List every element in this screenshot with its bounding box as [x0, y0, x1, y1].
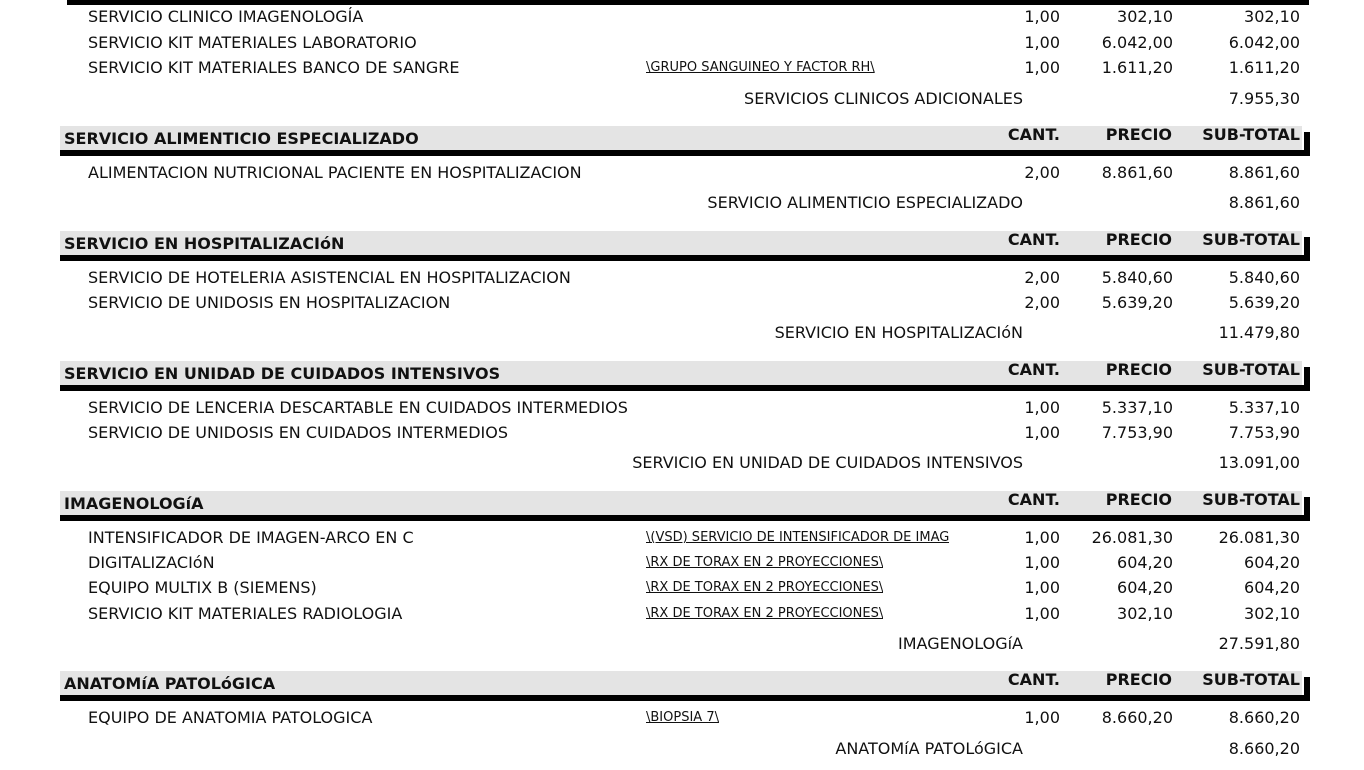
row-description: SERVICIO KIT MATERIALES RADIOLOGIA — [88, 604, 403, 623]
row-subtotal: 302,10 — [1244, 7, 1300, 26]
row-description: SERVICIO DE LENCERIA DESCARTABLE EN CUIDADOS INTERMEDIOS — [88, 398, 628, 417]
row-price: 8.660,20 — [1101, 708, 1173, 727]
row-price: 302,10 — [1117, 604, 1173, 623]
column-subtotal: SUB-TOTAL — [1202, 490, 1300, 509]
row-description: EQUIPO DE ANATOMIA PATOLOGICA — [88, 708, 373, 727]
table-row — [0, 576, 1364, 602]
row-description: SERVICIO KIT MATERIALES BANCO DE SANGRE — [88, 58, 460, 77]
column-subtotal: SUB-TOTAL — [1202, 125, 1300, 144]
row-reference-link[interactable]: \BIOPSIA 7\ — [646, 710, 719, 725]
row-description: SERVICIO DE UNIDOSIS EN CUIDADOS INTERMEDIOS — [88, 423, 508, 442]
section-total-label: SERVICIO EN UNIDAD DE CUIDADOS INTENSIVOS — [632, 453, 1023, 472]
section-total-row — [0, 451, 1364, 477]
section-header — [60, 361, 1310, 395]
section-total-label: SERVICIO ALIMENTICIO ESPECIALIZADO — [707, 193, 1023, 212]
section-total-row — [0, 737, 1364, 763]
section-total-value: 11.479,80 — [1218, 323, 1300, 342]
row-subtotal: 8.861,60 — [1228, 163, 1300, 182]
section-total-label: SERVICIO EN HOSPITALIZACIóN — [774, 323, 1023, 342]
table-row — [0, 421, 1364, 447]
row-qty: 2,00 — [1024, 268, 1060, 287]
row-description: SERVICIO KIT MATERIALES LABORATORIO — [88, 33, 417, 52]
section-title: SERVICIO ALIMENTICIO ESPECIALIZADO — [64, 129, 419, 148]
row-reference-link[interactable]: \GRUPO SANGUINEO Y FACTOR RH\ — [646, 60, 875, 75]
row-description: SERVICIO DE HOTELERIA ASISTENCIAL EN HOSPITALIZACION — [88, 268, 571, 287]
row-description: EQUIPO MULTIX B (SIEMENS) — [88, 578, 317, 597]
table-row — [0, 706, 1364, 732]
table-row — [0, 551, 1364, 577]
row-subtotal: 7.753,90 — [1228, 423, 1300, 442]
row-price: 8.861,60 — [1101, 163, 1173, 182]
section-total-label: ANATOMíA PATOLóGICA — [835, 739, 1023, 758]
section-total-value: 13.091,00 — [1218, 453, 1300, 472]
row-subtotal: 604,20 — [1244, 578, 1300, 597]
row-subtotal: 5.840,60 — [1228, 268, 1300, 287]
row-qty: 1,00 — [1024, 58, 1060, 77]
section-title: SERVICIO EN UNIDAD DE CUIDADOS INTENSIVOS — [64, 364, 501, 383]
row-price: 5.639,20 — [1101, 293, 1173, 312]
section-total-label: SERVICIOS CLINICOS ADICIONALES — [744, 89, 1023, 108]
table-row — [0, 396, 1364, 422]
section-header — [60, 671, 1310, 705]
row-subtotal: 5.337,10 — [1228, 398, 1300, 417]
row-subtotal: 604,20 — [1244, 553, 1300, 572]
column-cant: CANT. — [1007, 670, 1060, 689]
table-row — [0, 161, 1364, 187]
row-subtotal: 26.081,30 — [1218, 528, 1300, 547]
section-header — [60, 231, 1310, 265]
column-precio: PRECIO — [1105, 125, 1172, 144]
row-qty: 2,00 — [1024, 163, 1060, 182]
column-subtotal: SUB-TOTAL — [1202, 230, 1300, 249]
row-price: 7.753,90 — [1101, 423, 1173, 442]
section-title: ANATOMíA PATOLóGICA — [64, 674, 276, 693]
column-cant: CANT. — [1007, 230, 1060, 249]
section-title: SERVICIO EN HOSPITALIZACIóN — [64, 234, 345, 253]
row-price: 26.081,30 — [1091, 528, 1173, 547]
row-subtotal: 5.639,20 — [1228, 293, 1300, 312]
row-reference-link[interactable]: \RX DE TORAX EN 2 PROYECCIONES\ — [646, 606, 884, 621]
column-precio: PRECIO — [1105, 490, 1172, 509]
table-row — [0, 5, 1364, 31]
row-reference-link[interactable]: \(VSD) SERVICIO DE INTENSIFICADOR DE IMAG — [646, 530, 950, 545]
table-row — [0, 526, 1364, 552]
section-total-row — [0, 87, 1364, 113]
section-total-value: 8.660,20 — [1228, 739, 1300, 758]
table-row — [0, 56, 1364, 82]
section-total-value: 8.861,60 — [1228, 193, 1300, 212]
row-reference-link[interactable]: \RX DE TORAX EN 2 PROYECCIONES\ — [646, 555, 884, 570]
row-price: 6.042,00 — [1101, 33, 1173, 52]
row-price: 5.337,10 — [1101, 398, 1173, 417]
row-subtotal: 302,10 — [1244, 604, 1300, 623]
row-description: ALIMENTACION NUTRICIONAL PACIENTE EN HOSPITALIZACION — [88, 163, 582, 182]
row-qty: 1,00 — [1024, 423, 1060, 442]
column-cant: CANT. — [1007, 360, 1060, 379]
column-precio: PRECIO — [1105, 360, 1172, 379]
row-price: 604,20 — [1117, 553, 1173, 572]
table-row — [0, 291, 1364, 317]
row-description: INTENSIFICADOR DE IMAGEN-ARCO EN C — [88, 528, 414, 547]
row-description: SERVICIO DE UNIDOSIS EN HOSPITALIZACION — [88, 293, 451, 312]
row-qty: 1,00 — [1024, 604, 1060, 623]
row-qty: 1,00 — [1024, 553, 1060, 572]
section-title: IMAGENOLOGíA — [64, 494, 204, 513]
row-price: 604,20 — [1117, 578, 1173, 597]
row-qty: 1,00 — [1024, 398, 1060, 417]
row-qty: 2,00 — [1024, 293, 1060, 312]
row-qty: 1,00 — [1024, 528, 1060, 547]
row-qty: 1,00 — [1024, 708, 1060, 727]
column-cant: CANT. — [1007, 125, 1060, 144]
row-reference-link[interactable]: \RX DE TORAX EN 2 PROYECCIONES\ — [646, 580, 884, 595]
column-subtotal: SUB-TOTAL — [1202, 360, 1300, 379]
row-subtotal: 1.611,20 — [1228, 58, 1300, 77]
row-qty: 1,00 — [1024, 7, 1060, 26]
row-description: DIGITALIZACIóN — [88, 553, 215, 572]
table-row — [0, 31, 1364, 57]
section-total-row — [0, 191, 1364, 217]
column-precio: PRECIO — [1105, 230, 1172, 249]
row-description: SERVICIO CLINICO IMAGENOLOGÍA — [88, 7, 364, 26]
section-header — [60, 491, 1310, 525]
section-total-label: IMAGENOLOGíA — [898, 634, 1023, 653]
column-precio: PRECIO — [1105, 670, 1172, 689]
column-cant: CANT. — [1007, 490, 1060, 509]
row-price: 1.611,20 — [1101, 58, 1173, 77]
row-subtotal: 6.042,00 — [1228, 33, 1300, 52]
row-price: 302,10 — [1117, 7, 1173, 26]
column-subtotal: SUB-TOTAL — [1202, 670, 1300, 689]
table-row — [0, 602, 1364, 628]
table-row — [0, 266, 1364, 292]
section-total-row — [0, 632, 1364, 658]
section-total-value: 27.591,80 — [1218, 634, 1300, 653]
row-qty: 1,00 — [1024, 33, 1060, 52]
section-total-row — [0, 321, 1364, 347]
section-total-value: 7.955,30 — [1228, 89, 1300, 108]
row-price: 5.840,60 — [1101, 268, 1173, 287]
row-subtotal: 8.660,20 — [1228, 708, 1300, 727]
row-qty: 1,00 — [1024, 578, 1060, 597]
section-header — [60, 126, 1310, 160]
